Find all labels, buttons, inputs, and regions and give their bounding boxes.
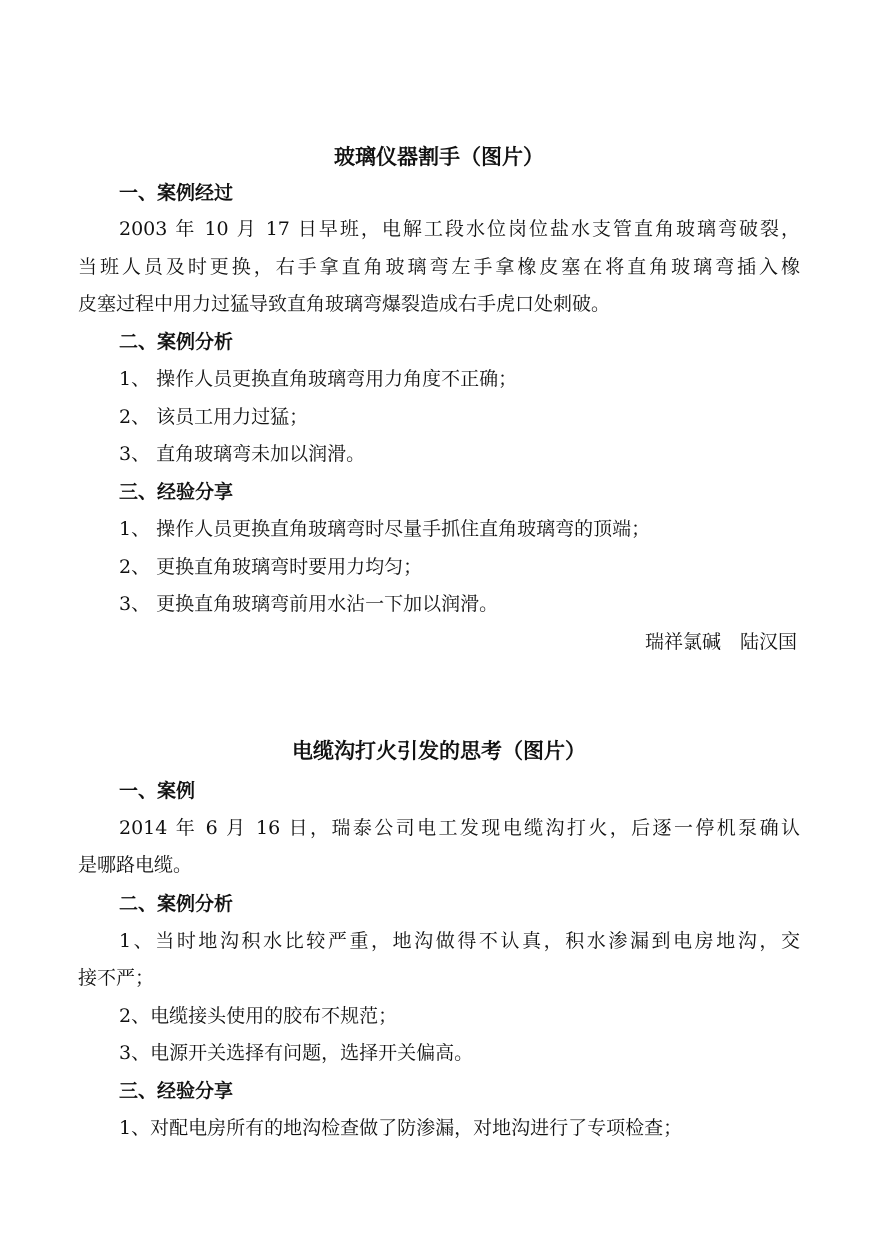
section2-heading-analysis: 二、案例分析: [119, 893, 234, 915]
section2-heading-lessons: 三、经验分享: [119, 1080, 234, 1102]
section1-case-line-1: 2003 年 10 月 17 日早班，电解工段水位岗位盐水支管直角玻璃弯破裂，: [119, 218, 800, 240]
section2-analysis-item-2: 2、电缆接头使用的胶布不规范；: [119, 1005, 398, 1027]
section1-case-line-3: 皮塞过程中用力过猛导致直角玻璃弯爆裂造成右手虎口处刺破。: [78, 293, 611, 315]
section1-case-line-2: 当班人员及时更换，右手拿直角玻璃弯左手拿橡皮塞在将直角玻璃弯插入橡: [78, 256, 800, 278]
section2-lesson-item-1: 1、对配电房所有的地沟检查做了防渗漏，对地沟进行了专项检查；: [119, 1117, 683, 1139]
section1-lesson-item-1: 1、 操作人员更换直角玻璃弯时尽量手抓住直角玻璃弯的顶端；: [119, 518, 651, 540]
section1-heading-lessons: 三、经验分享: [119, 481, 234, 503]
section2-case-line-1: 2014 年 6 月 16 日，瑞泰公司电工发现电缆沟打火，后逐一停机泵确认: [119, 817, 800, 839]
section1-analysis-item-1: 1、 操作人员更换直角玻璃弯用力角度不正确；: [119, 368, 518, 390]
section2-title: 电缆沟打火引发的思考（图片）: [292, 738, 586, 763]
section1-signature: 瑞祥氯碱 陆汉国: [644, 631, 797, 653]
section2-analysis-line-2: 接不严；: [78, 967, 155, 989]
section1-lesson-item-2: 2、 更换直角玻璃弯时要用力均匀；: [119, 556, 423, 578]
section2-case-line-2: 是哪路电缆。: [78, 854, 193, 876]
section1-lesson-item-3: 3、 更换直角玻璃弯前用水沾一下加以润滑。: [119, 593, 499, 615]
section2-heading-case: 一、案例: [119, 780, 196, 802]
section1-heading-analysis: 二、案例分析: [119, 331, 234, 353]
section1-analysis-item-2: 2、 该员工用力过猛；: [119, 406, 309, 428]
section1-heading-case: 一、案例经过: [119, 182, 234, 204]
section2-analysis-line-1: 1、当时地沟积水比较严重，地沟做得不认真，积水渗漏到电房地沟，交: [119, 930, 800, 952]
section1-title: 玻璃仪器割手（图片）: [334, 144, 544, 169]
section2-analysis-item-3: 3、电源开关选择有问题，选择开关偏高。: [119, 1042, 474, 1064]
section1-analysis-item-3: 3、 直角玻璃弯未加以润滑。: [119, 443, 366, 465]
